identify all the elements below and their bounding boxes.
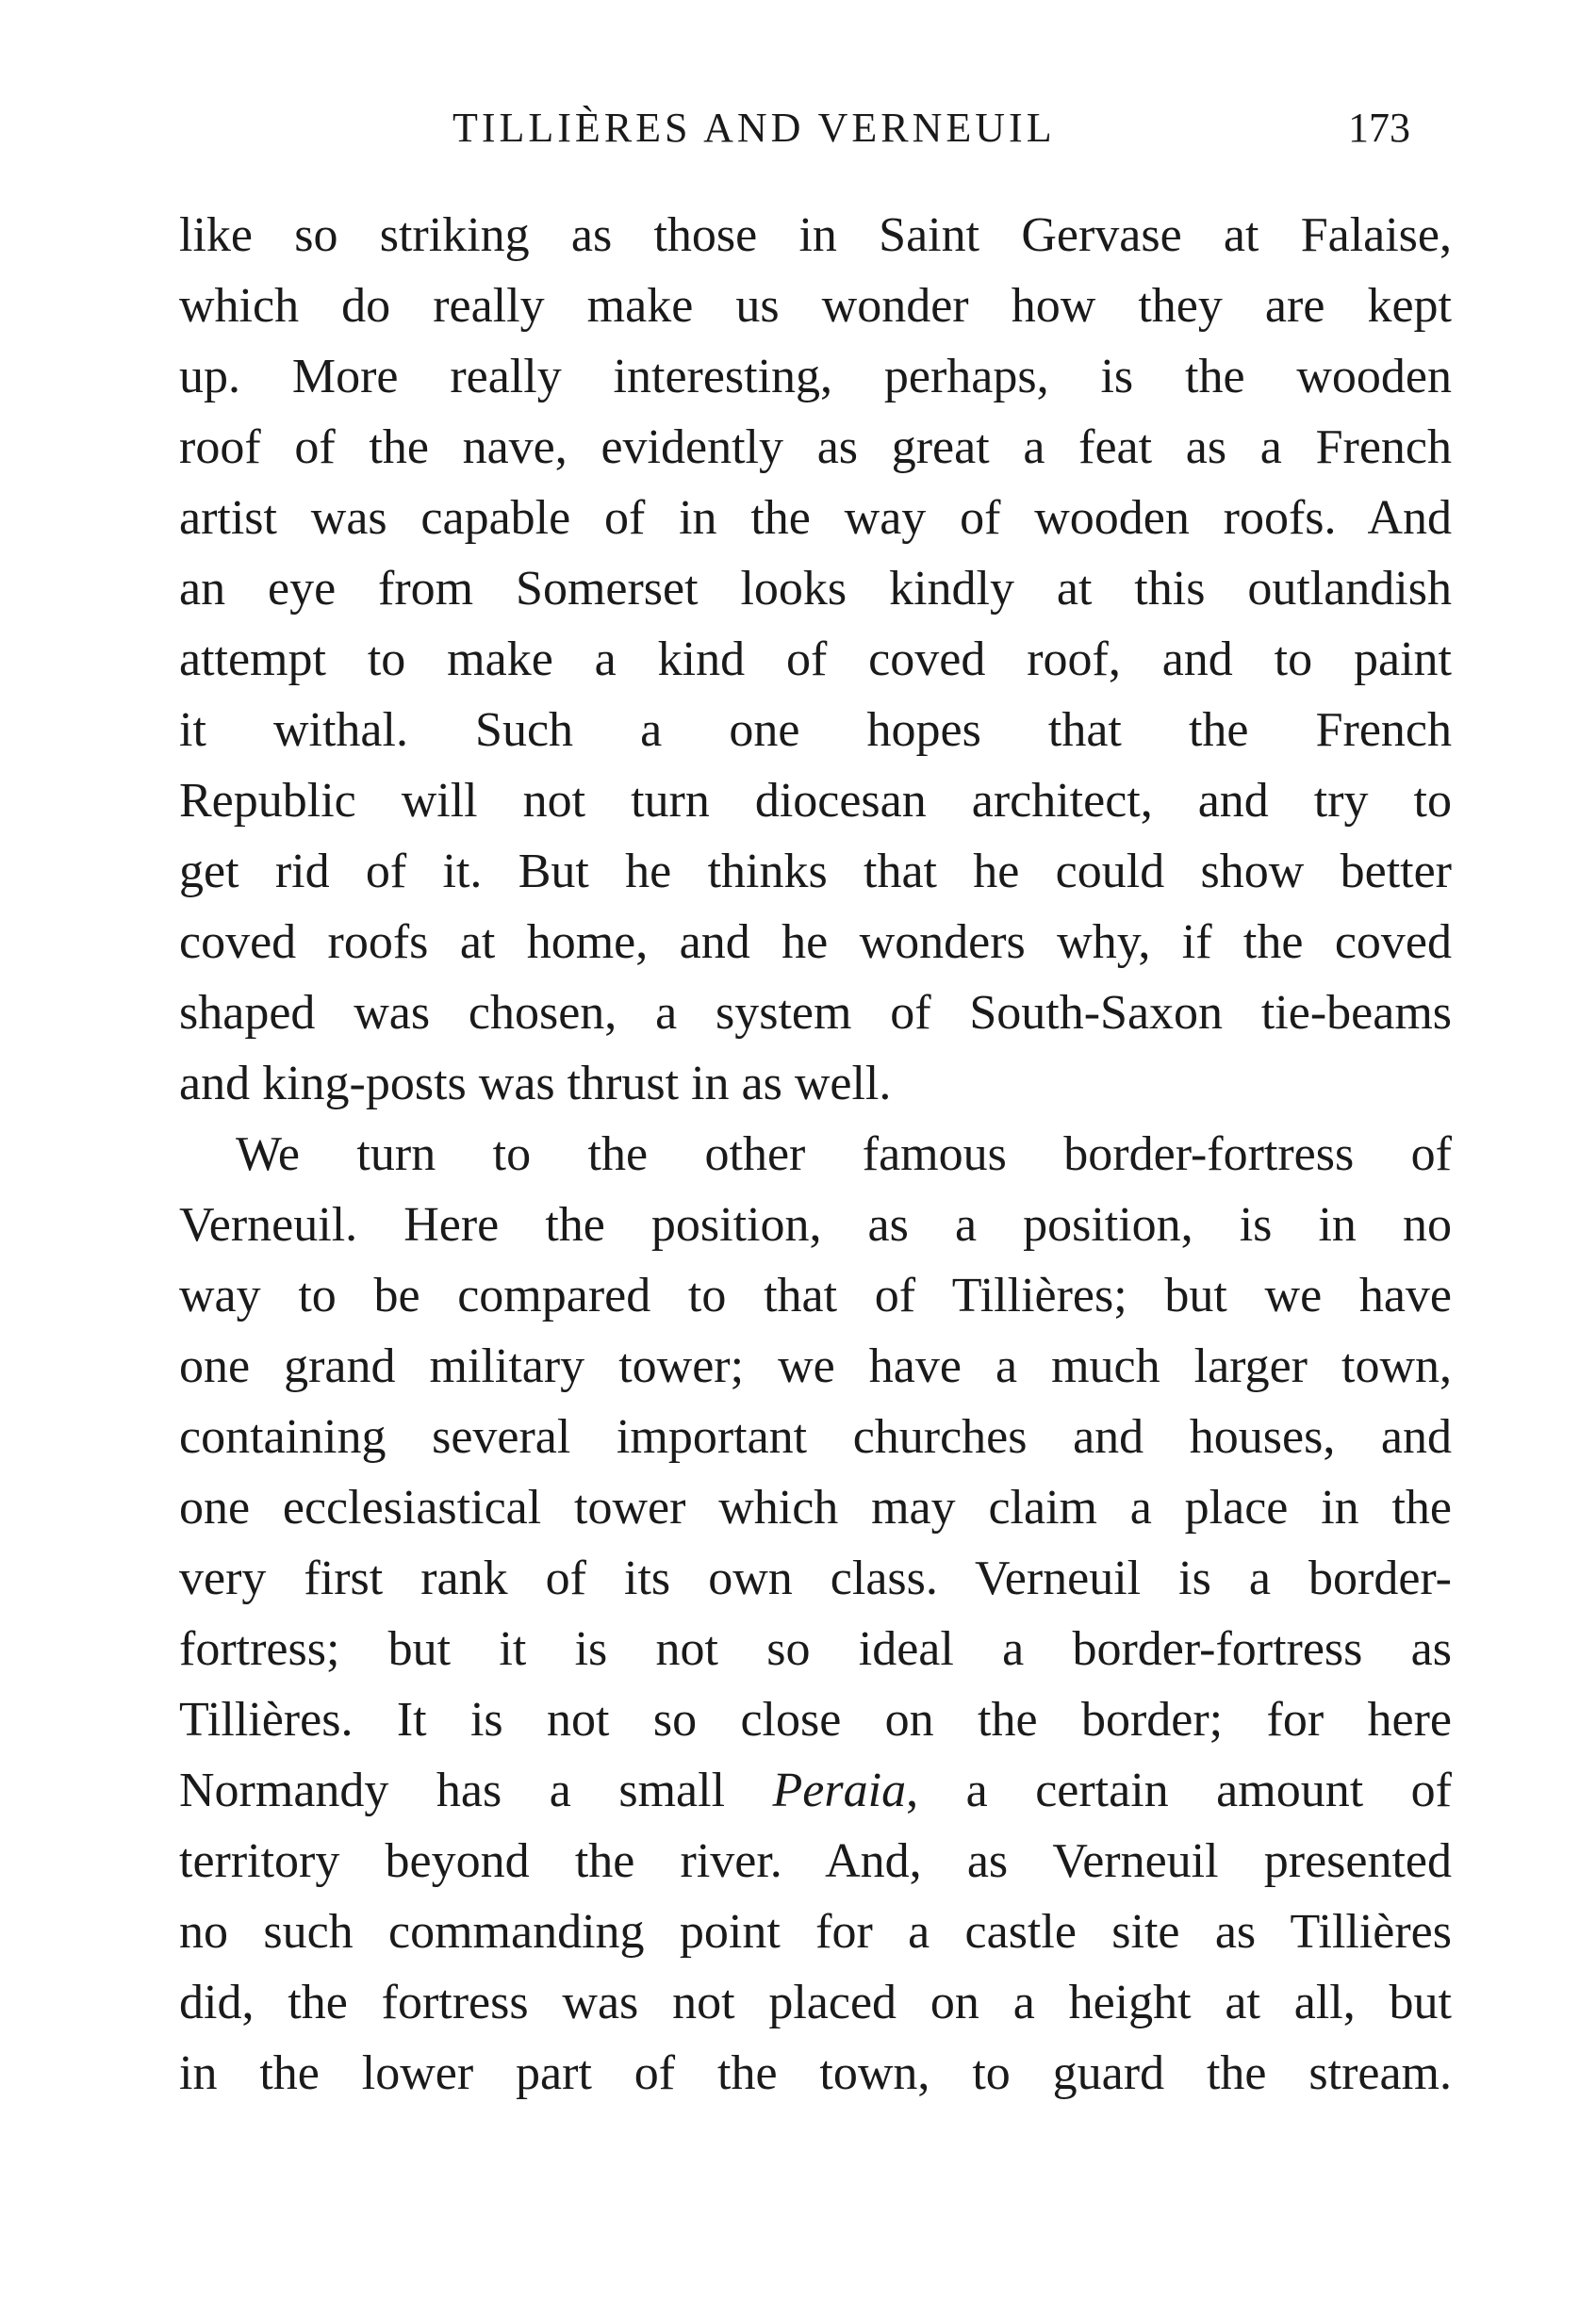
text-line: We turn to the other famous border-fortress of [236, 1127, 1452, 1181]
text-line: one ecclesiastical tower which may claim a place in the [179, 1481, 1452, 1535]
text-line: an eye from Somerset looks kindly at this outlandish [179, 562, 1452, 616]
page-number: 173 [1348, 105, 1410, 151]
text-line: territory beyond the river. And, as Verneuil presented [179, 1834, 1452, 1888]
body-text [179, 200, 1452, 2109]
text-line: roof of the nave, evidently as great a feat as a French [179, 420, 1452, 474]
text-line: Republic will not turn diocesan architect, and try to [179, 774, 1452, 828]
text-line: fortress; but it is not so ideal a border-fortress as [179, 1622, 1452, 1676]
text-line: up. More really interesting, perhaps, is the wooden [179, 350, 1452, 403]
text-line: attempt to make a kind of coved roof, and to paint [179, 632, 1452, 686]
text-line: did, the fortress was not placed on a height at all, but [179, 1976, 1452, 2029]
text-line: like so striking as those in Saint Gervase at Falaise, [179, 208, 1452, 262]
text-line: shaped was chosen, a system of South-Saxon tie-beams [179, 986, 1452, 1040]
running-head [0, 104, 1596, 160]
paragraph-1 [179, 200, 1452, 1119]
text-line: artist was capable of in the way of wooden roofs. And [179, 491, 1452, 545]
text-line: coved roofs at home, and he wonders why, if the coved [179, 915, 1452, 969]
text-line: one grand military tower; we have a much larger town, [179, 1339, 1452, 1393]
paragraph-2 [179, 1119, 1452, 2109]
text-line: way to be compared to that of Tillières; but we have [179, 1269, 1452, 1322]
text-line: it withal. Such a one hopes that the French [179, 703, 1452, 757]
text-line: in the lower part of the town, to guard the stream. [179, 2046, 1452, 2100]
text-line: which do really make us wonder how they are kept [179, 279, 1452, 333]
text-line: containing several important churches and houses, and [179, 1410, 1452, 1464]
text-line: no such commanding point for a castle site as Tillières [179, 1905, 1452, 1959]
running-title: TILLIÈRES AND VERNEUIL [452, 105, 1056, 151]
text-line: get rid of it. But he thinks that he could show better [179, 845, 1452, 898]
text-line: very first rank of its own class. Verneuil is a border- [179, 1552, 1452, 1605]
text-line: Verneuil. Here the position, as a position, is in no [179, 1198, 1452, 1252]
text-line: Normandy has a small Peraia, a certain amount of [179, 1764, 1452, 1817]
text-line: and king-posts was thrust in as well. [179, 1057, 892, 1110]
text-line: Tillières. It is not so close on the border; for here [179, 1693, 1452, 1747]
